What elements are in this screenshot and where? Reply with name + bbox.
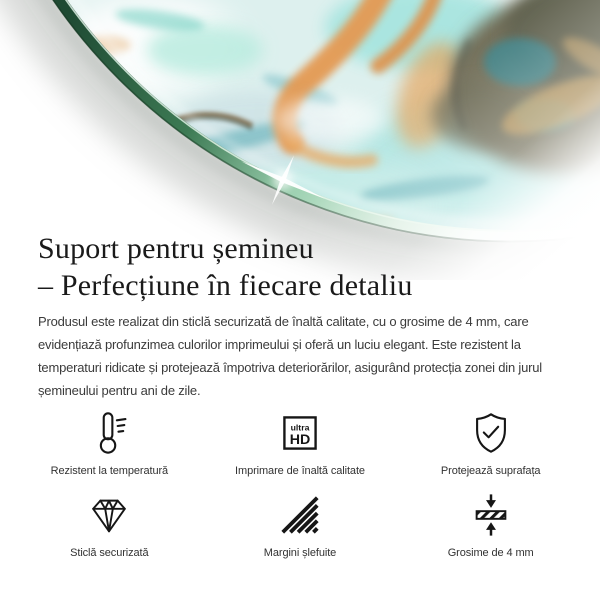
ultra-hd-icon-text-bottom: HD bbox=[289, 432, 311, 448]
page-title bbox=[38, 230, 562, 304]
feature-label: Protejează suprafața bbox=[440, 465, 541, 477]
ultra-hd-icon-text-top: ultra bbox=[290, 422, 310, 433]
feature-surface-protection bbox=[395, 410, 586, 478]
features-grid bbox=[14, 410, 586, 560]
shield-check-icon bbox=[468, 410, 514, 456]
diamond-icon bbox=[86, 492, 132, 538]
feature-label: Rezistent la temperatură bbox=[50, 465, 169, 477]
title-line-1: Suport pentru șemineu bbox=[38, 232, 314, 265]
feature-temperature-resistance bbox=[14, 410, 205, 478]
title-line-2: – Perfecțiune în fiecare detaliu bbox=[38, 269, 413, 302]
feature-print-quality bbox=[205, 410, 396, 478]
thermometer-icon bbox=[86, 410, 132, 456]
feature-thickness bbox=[395, 492, 586, 560]
feature-label: Sticlă securizată bbox=[70, 547, 149, 559]
product-description: Produsul este realizat din sticlă securizată de înaltă calitate, cu o grosime de 4 mm, care evidențiază profunzimea culorilor imprimeului și oferă un luciu elegant. Este rezistent la temperaturi ridicate și protejează împotriva deteriorărilor, asigurând protecția zonei din jurul șemineului pentru ani de zile. bbox=[38, 314, 542, 398]
feature-label: Margini șlefuite bbox=[263, 547, 337, 559]
polished-edges-icon bbox=[277, 492, 323, 538]
feature-label: Grosime de 4 mm bbox=[447, 547, 534, 559]
feature-polished-edges bbox=[205, 492, 396, 560]
feature-tempered-glass bbox=[14, 492, 205, 560]
thickness-arrows-icon bbox=[468, 492, 514, 538]
ultra-hd-icon bbox=[278, 410, 322, 456]
feature-label: Imprimare de înaltă calitate bbox=[235, 465, 365, 477]
